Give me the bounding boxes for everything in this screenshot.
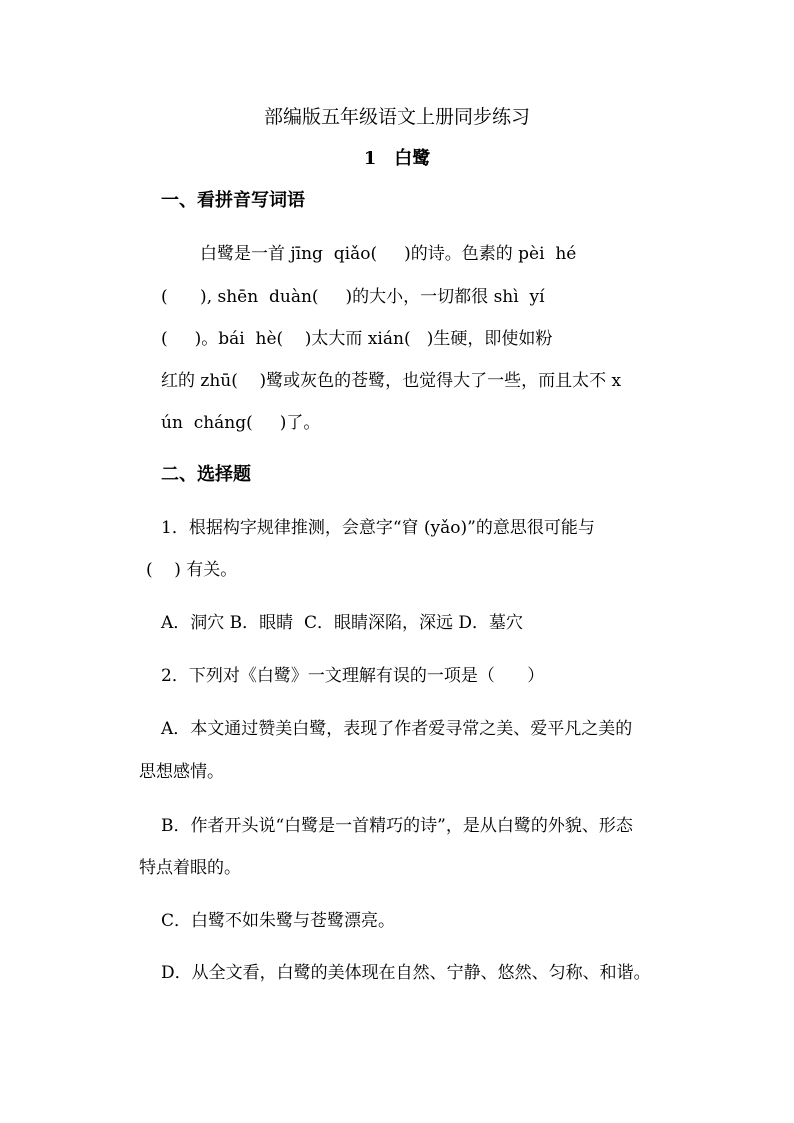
document-title: 部编版五年级语文上册同步练习: [263, 106, 530, 128]
question-2-stem: 2．下列对《白鹭》一文理解有误的一项是（ ）: [161, 666, 545, 686]
question-1-line-2: ( ) 有关。: [146, 560, 238, 580]
question-2-option-a-line-2: 思想感情。: [139, 762, 224, 782]
section-2-heading: 二、选择题: [161, 464, 251, 485]
question-1-options: A．洞穴 B．眼睛 C．眼睛深陷，深远 D．墓穴: [161, 613, 524, 633]
question-2-option-b-line-2: 特点着眼的。: [139, 858, 241, 878]
pinyin-line-1: 白鹭是一首 jīng qiǎo( )的诗。色素的 pèi hé: [200, 244, 577, 264]
pinyin-line-5: ún cháng( )了。: [161, 413, 321, 433]
question-2-option-c: C．白鹭不如朱鹭与苍鹭漂亮。: [161, 911, 396, 931]
pinyin-line-4: 红的 zhū( )鹭或灰色的苍鹭，也觉得大了一些，而且太不 x: [161, 371, 622, 391]
question-2-option-d: D．从全文看，白鹭的美体现在自然、宁静、悠然、匀称、和谐。: [161, 963, 651, 983]
question-2-option-b-line-1: B．作者开头说“白鹭是一首精巧的诗”，是从白鹭的外貌、形态: [161, 816, 633, 836]
lesson-title: 1 白鹭: [363, 148, 431, 169]
section-1-heading: 一、看拼音写词语: [161, 190, 305, 211]
pinyin-line-3: ( )。bái hè( )太大而 xián( )生硬，即使如粉: [161, 329, 553, 349]
pinyin-line-2: ( ), shēn duàn( )的大小，一切都很 shì yí: [161, 287, 545, 307]
question-1-line-1: 1．根据构字规律推测，会意字“窅 (yǎo)”的意思很可能与: [161, 518, 595, 538]
question-2-option-a-line-1: A．本文通过赞美白鹭，表现了作者爱寻常之美、爱平凡之美的: [161, 719, 633, 739]
